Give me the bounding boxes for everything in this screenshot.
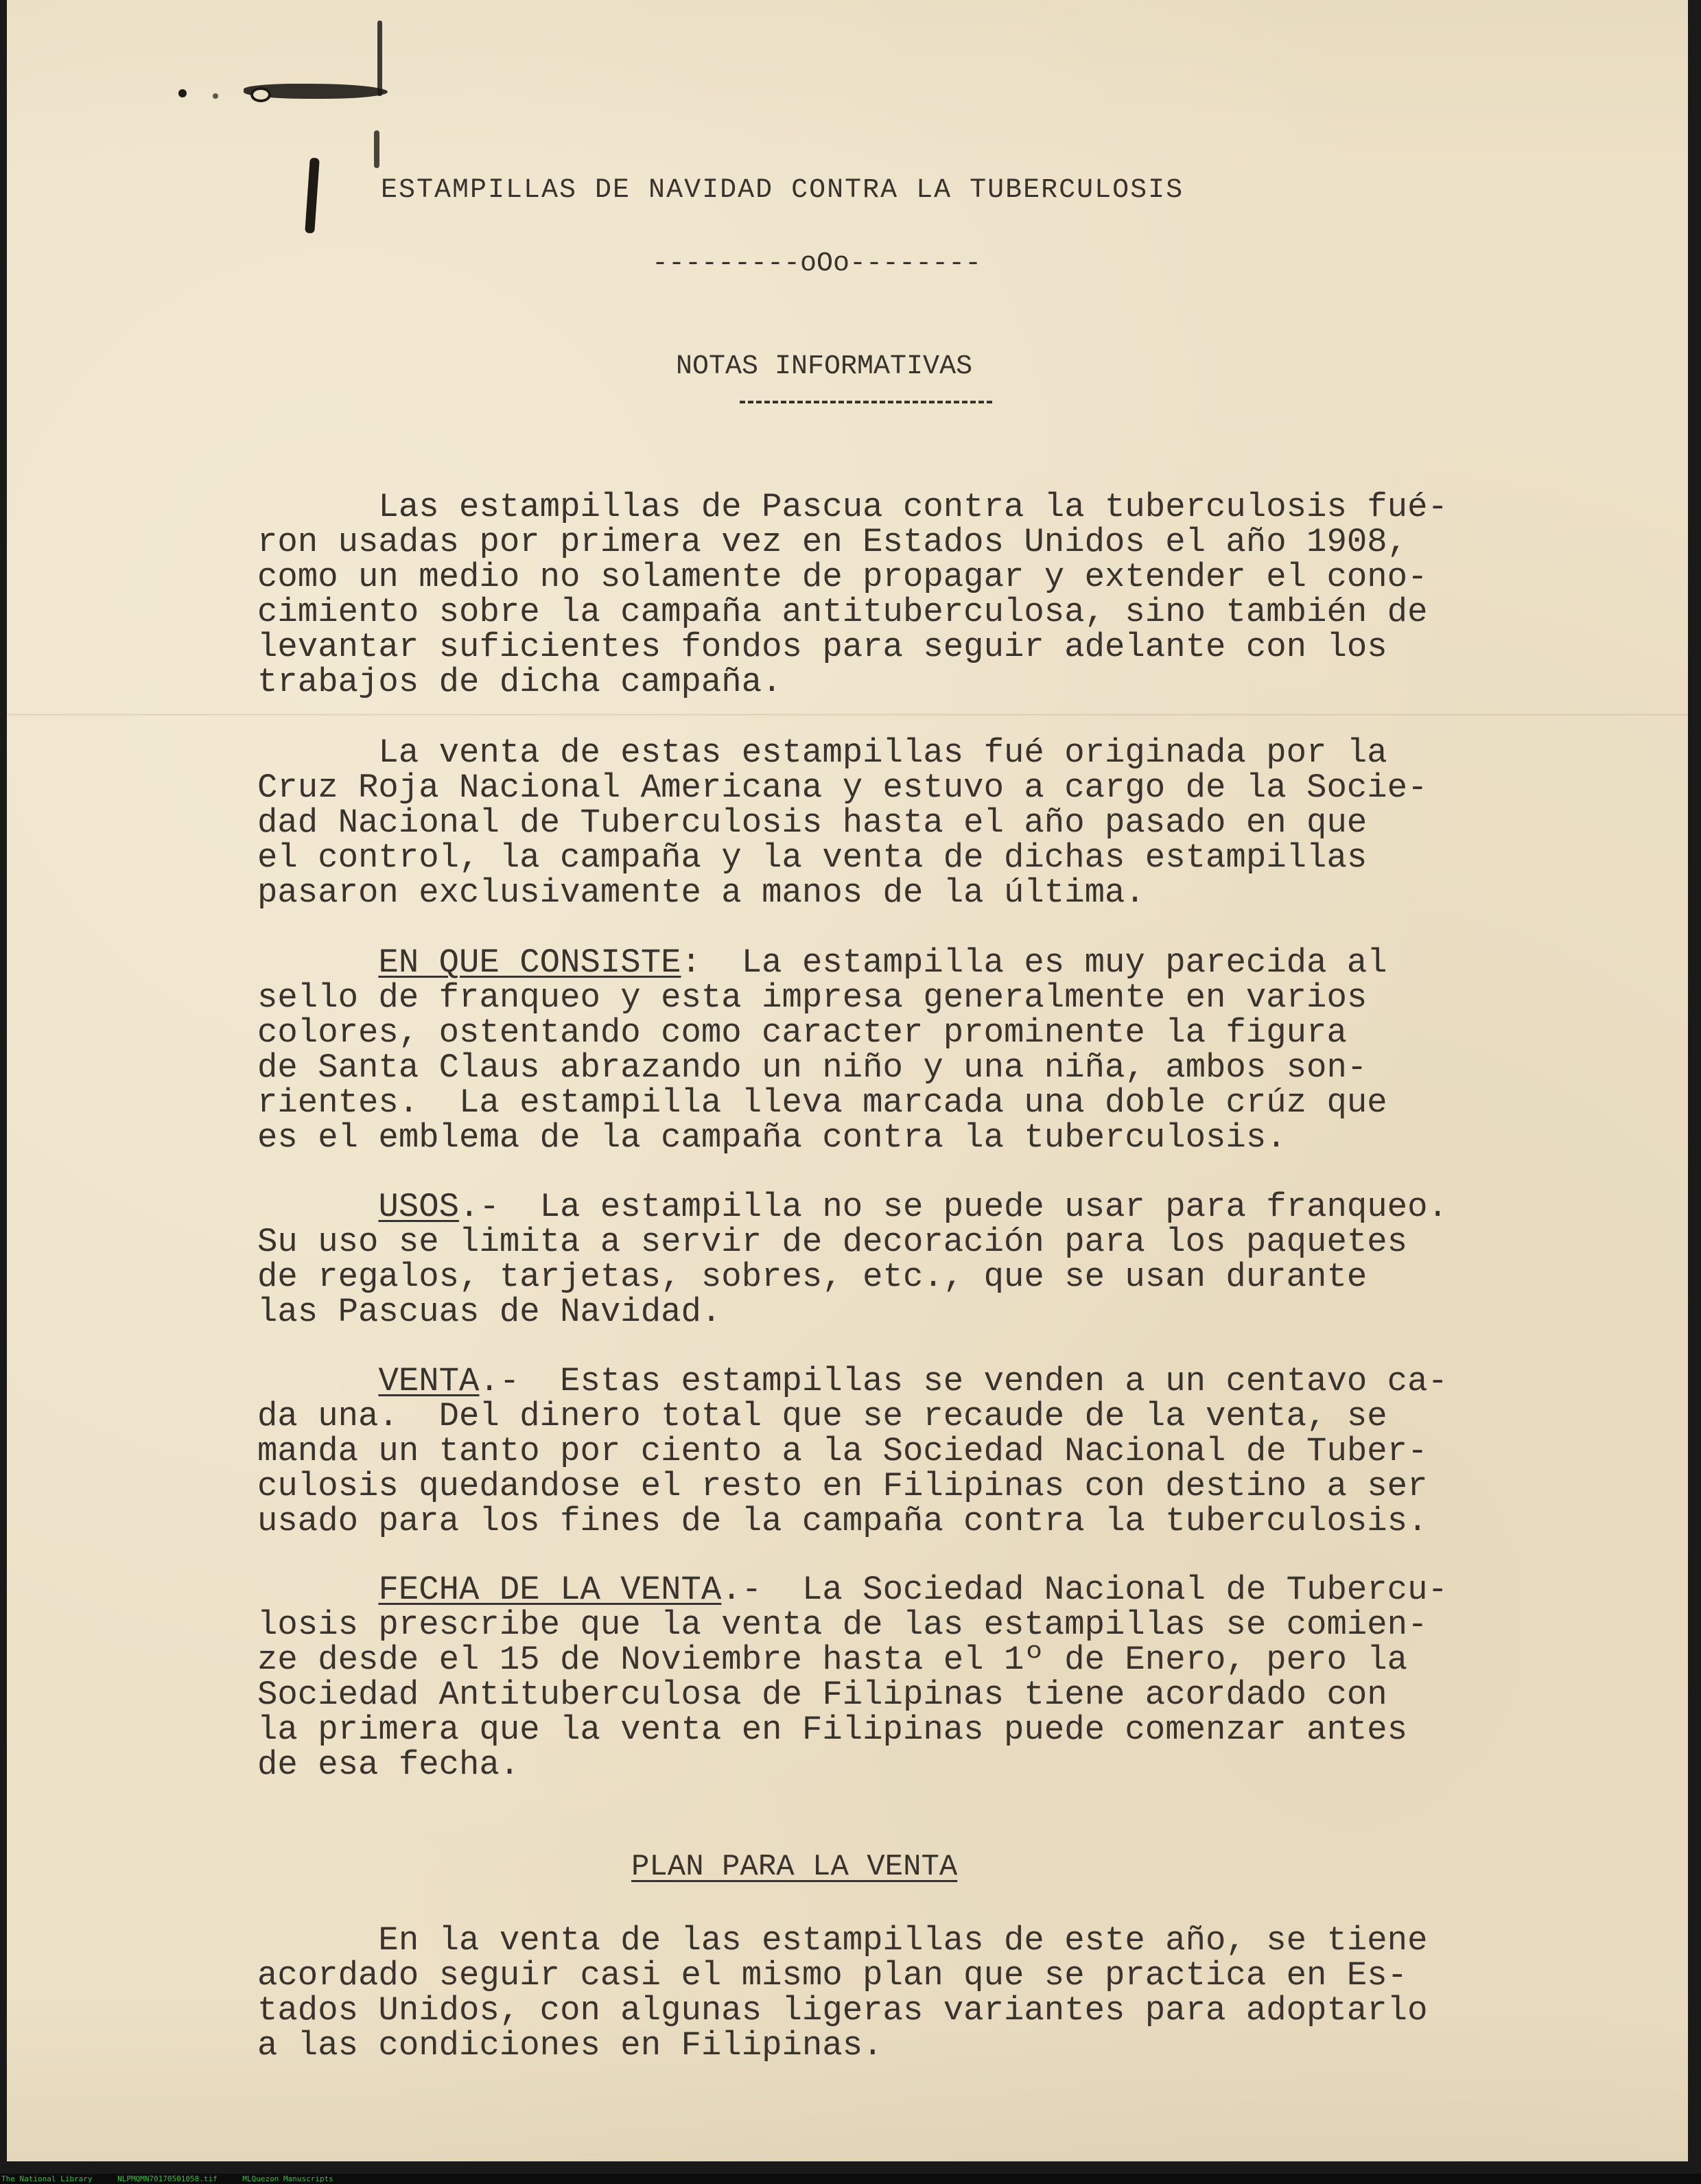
paragraph-text: La venta de estas estampillas fué originada por la Cruz Roja Nacional Americana y estuvo a cargo de la Socie- dad Nacional de Tuberculosis hasta el año pasado en que el control, la campaña y la venta de dichas estampillas pasaron exclusivamente a manos de la última. xyxy=(257,733,1428,912)
paper-fold-line xyxy=(7,714,1688,716)
ink-dot-mark xyxy=(178,89,187,97)
paragraph-fecha-de-la-venta xyxy=(257,1573,1492,1783)
paragraph-venta xyxy=(257,1364,1492,1539)
ink-stroke-mark xyxy=(305,158,320,234)
paragraph-plan xyxy=(257,1923,1492,2063)
paragraph-heading: FECHA DE LA VENTA xyxy=(378,1571,722,1609)
paragraph-en-que-consiste xyxy=(257,943,1492,1157)
footer-library: The National Library xyxy=(1,2174,93,2183)
document-title: ESTAMPILLAS DE NAVIDAD CONTRA LA TUBERCULOSIS xyxy=(381,175,1184,206)
paragraph-text: .- Estas estampillas se venden a un centavo ca- da una. Del dinero total que se recaude de la venta, se manda un tanto por ciento a la Sociedad Nacional de Tuber- culosis quedandose el resto en Filipinas con destino a ser usado para los fines de la campaña contra la tuberculosis. xyxy=(257,1362,1448,1540)
paragraph-intro xyxy=(257,490,1492,700)
subtitle-rule xyxy=(740,401,992,403)
title-divider: ---------oOo-------- xyxy=(652,248,982,279)
paragraph-heading: USOS xyxy=(378,1188,460,1226)
footer-file: NLPMQMN70170501058.tif xyxy=(117,2174,218,2183)
paragraph-text: Las estampillas de Pascua contra la tuberculosis fué- ron usadas por primera vez en Estados Unidos el año 1908, como un medio no solamente de propagar y extender el cono- cimiento sobre la campaña antituberculosa, sino también de levantar suficientes fondos para seguir adelante con los trabajos de dicha campaña. xyxy=(257,488,1448,701)
scan-footer xyxy=(0,2174,1701,2184)
footer-collection: MLQuezon Manuscripts xyxy=(242,2174,333,2183)
paragraph-text: : La estampilla es muy parecida al sello de franqueo y esta impresa generalmente en varios colores, ostentando como caracter prominente la figura de Santa Claus abrazando un niño y una niña, ambos son- rientes. La estampilla lleva marcada una doble crúz que es el emblema de la campaña contra la tuberculosis. xyxy=(257,943,1387,1157)
paragraph-origin xyxy=(257,733,1492,912)
paragraph-text: .- La estampilla no se puede usar para franqueo. Su uso se limita a servir de decoración para los paquetes de regalos, tarjetas, sobres, etc., que se usan durante las Pascuas de Navidad. xyxy=(257,1188,1448,1331)
paragraph-heading: VENTA xyxy=(378,1362,480,1400)
ink-ring-mark xyxy=(250,87,271,102)
document-subtitle: NOTAS INFORMATIVAS xyxy=(676,351,973,382)
document-page xyxy=(7,0,1688,2161)
ink-drip-mark xyxy=(374,130,379,168)
ink-stroke-mark xyxy=(377,21,382,96)
section-title: PLAN PARA LA VENTA xyxy=(631,1850,958,1884)
paragraph-usos xyxy=(257,1190,1492,1330)
paragraph-text: .- La Sociedad Nacional de Tubercu- losis prescribe que la venta de las estampillas se comien- ze desde el 15 de Noviembre hasta el 1º de Enero, pero la Sociedad Antituberculosa de Filipinas tiene acordado con la primera que la venta en Filipinas puede comenzar antes de esa fecha. xyxy=(257,1571,1448,1784)
paragraph-heading: EN QUE CONSISTE xyxy=(378,943,681,982)
paragraph-text: En la venta de las estampillas de este año, se tiene acordado seguir casi el mismo plan que se practica en Es- tados Unidos, con algunas ligeras variantes para adoptarlo a las condiciones en Filipinas. xyxy=(257,1921,1428,2065)
ink-dot-mark xyxy=(213,93,218,99)
